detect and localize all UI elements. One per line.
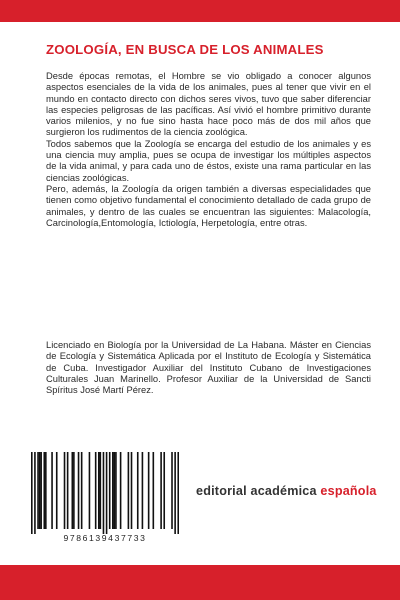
barcode-bar	[103, 452, 105, 534]
barcode-bar	[109, 452, 111, 529]
barcode-bar	[163, 452, 165, 529]
barcode-bar	[177, 452, 179, 534]
barcode-bar	[114, 452, 116, 529]
barcode-bar	[160, 452, 162, 529]
blurb-paragraph: Pero, además, la Zoología da origen también a diversas especialidades que tienen como objetivo fundamental el conocimiento detallado de cada grupo de animales, y dentro de las cuales se encuentran las siguientes: Malacología, Carcinología,Entomología, Ictiología, Herpetología, entre otras.	[46, 183, 371, 228]
publisher-name: editorial académica	[196, 484, 317, 498]
barcode-bar	[148, 452, 150, 529]
barcode-bar	[81, 452, 83, 529]
bottom-color-band	[0, 565, 400, 600]
barcode-bar	[131, 452, 133, 529]
barcode-bar	[142, 452, 144, 529]
barcode-bar	[37, 452, 39, 529]
barcode-bar	[43, 452, 45, 529]
barcode-background	[31, 452, 179, 544]
barcode-bar	[51, 452, 53, 529]
top-color-band	[0, 0, 400, 22]
author-bio: Licenciado en Biología por la Universidad de La Habana. Máster en Ciencias de Ecología y Sistemática Aplicada por el Instituto de Ecología y Sistemática de Cuba. Investigador Auxiliar del Instituto Cubano de Investigaciones Culturales Juan Marinello. Profesor Auxiliar de la Universidad de Sancti Spíritus José Martí Pérez.	[46, 340, 371, 396]
barcode-bar	[39, 452, 41, 529]
barcode-bar	[45, 452, 47, 529]
barcode-bar	[78, 452, 80, 529]
barcode-bar	[64, 452, 66, 529]
barcode-bar	[100, 452, 102, 529]
barcode-bar	[98, 452, 100, 529]
barcode-bar	[31, 452, 33, 534]
blurb-text	[46, 71, 371, 229]
barcode-bar	[40, 452, 42, 529]
barcode-bar	[56, 452, 58, 529]
barcode-bar	[137, 452, 139, 529]
barcode-bar	[153, 452, 155, 529]
publisher-logo-text	[196, 484, 377, 498]
barcode-bar	[73, 452, 75, 529]
blurb-paragraph: Desde épocas remotas, el Hombre se vio obligado a conocer algunos aspectos esenciales de la vida de los animales, pues al tener que vivir en el mundo en contacto directo con dichos seres vivos, tuvo que saber diferenciar las especies peligrosas de las pacíficas. Así vivió el hombre primitivo durante varios milenios, y no fue sino hasta hace poco más de dos mil años que surgieron los rudimentos de la ciencia zoológica.	[46, 71, 371, 138]
isbn-barcode	[31, 452, 179, 544]
barcode-bar	[120, 452, 122, 529]
barcode-bar	[95, 452, 97, 529]
barcode-bar	[106, 452, 108, 534]
barcode-bar	[128, 452, 130, 529]
barcode-bar	[174, 452, 176, 534]
barcode-bar	[34, 452, 36, 534]
book-title: ZOOLOGÍA, EN BUSCA DE LOS ANIMALES	[46, 42, 324, 57]
barcode-bar	[72, 452, 74, 529]
blurb-paragraph: Todos sabemos que la Zoología se encarga del estudio de los animales y es una ciencia muy amplia, pues se ocupa de investigar los múltiples aspectos de la vida animal, y para cada uno de éstos, existe una rama particular en las ciencias zoológicas.	[46, 138, 371, 183]
barcode-bar	[171, 452, 173, 529]
barcode-bar	[115, 452, 117, 529]
publisher-name-accent: española	[320, 484, 377, 498]
barcode-bar	[112, 452, 114, 529]
barcode-bar	[67, 452, 69, 529]
isbn-number: 9786139437733	[63, 533, 147, 543]
barcode-bar	[89, 452, 91, 529]
